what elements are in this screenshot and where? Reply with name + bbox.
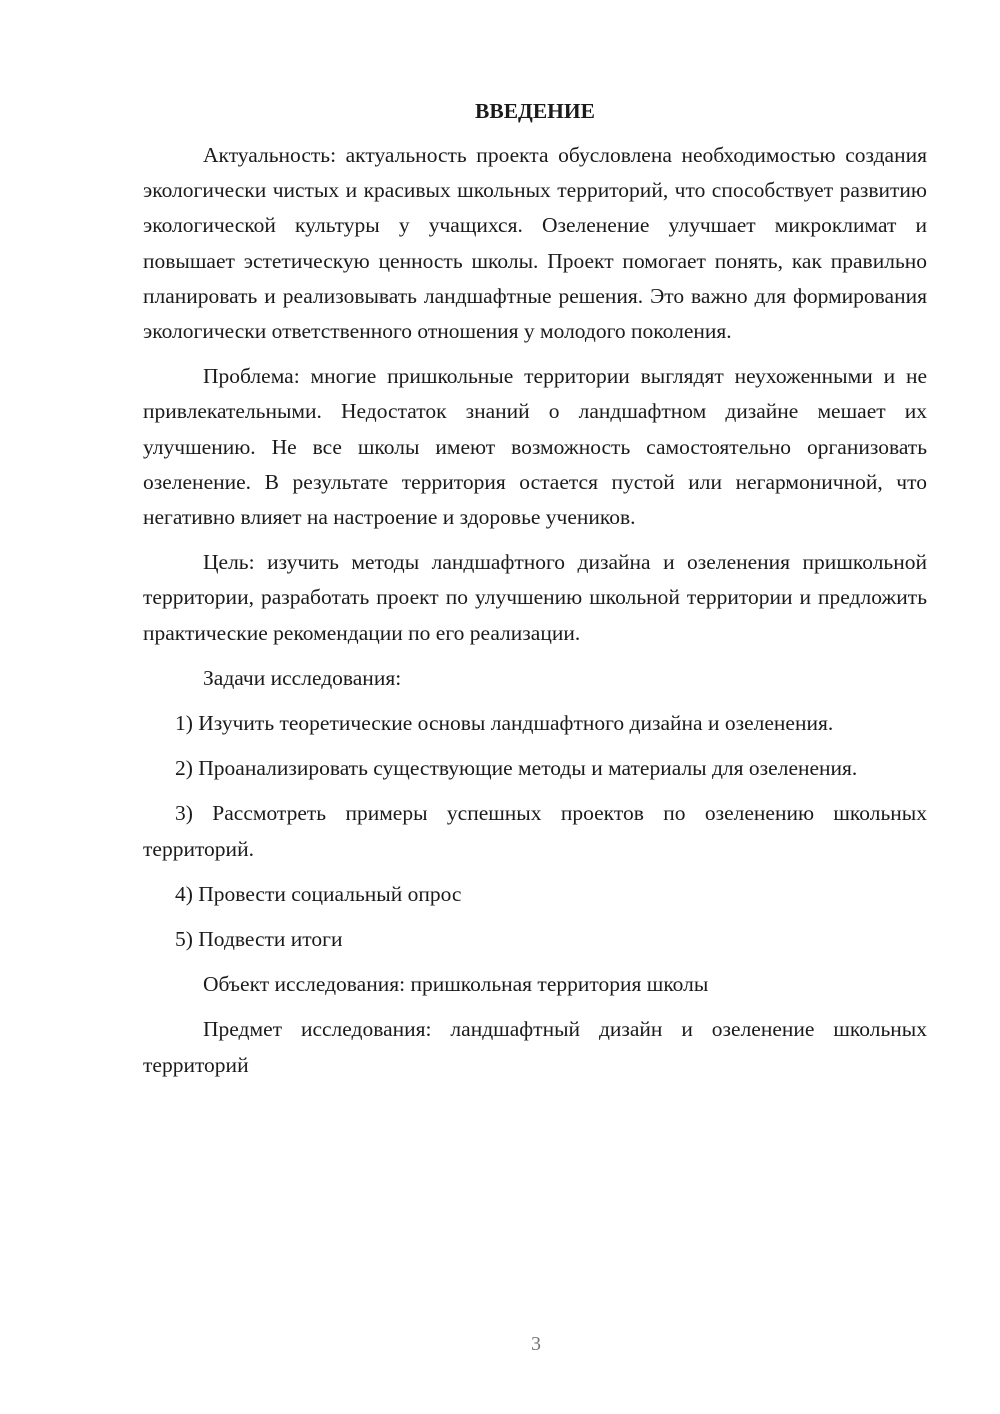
relevance-paragraph: Актуальность: актуальность проекта обусловлена необходимостью создания экологически чистых и красивых школьных территорий, что способствует развитию экологической культуры у учащихся. Озеленение улучшает микроклимат и повышает эстетическую ценность школы. Проект помогает понять, как правильно планировать и реализовывать ландшафтные решения. Это важно для формирования экологически ответственного отношения у молодого поколения. (143, 143, 927, 344)
tasks-heading: Задачи исследования: (203, 665, 402, 690)
page-number: 3 (531, 1333, 541, 1355)
task-item-4: 4) Провести социальный опрос (175, 881, 462, 906)
task-item-3: 3) Рассмотреть примеры успешных проектов по озеленению школьных территорий. (143, 801, 927, 861)
page-content (143, 94, 927, 1093)
page-title: ВВЕДЕНИЕ (475, 99, 595, 123)
goal-paragraph: Цель: изучить методы ландшафтного дизайна и озеленения пришкольной территории, разработать проект по улучшению школьной территории и предложить практические рекомендации по его реализации. (143, 550, 927, 645)
object-paragraph: Объект исследования: пришкольная территория школы (203, 972, 709, 997)
task-item-5: 5) Подвести итоги (175, 927, 343, 952)
task-item-2: 2) Проанализировать существующие методы и материалы для озеленения. (175, 756, 858, 781)
subject-paragraph: Предмет исследования: ландшафтный дизайн и озеленение школьных территорий (143, 1017, 927, 1077)
task-item-1: 1) Изучить теоретические основы ландшафтного дизайна и озеленения. (175, 711, 834, 736)
problem-paragraph: Проблема: многие пришкольные территории выглядят неухоженными и не привлекательными. Недостаток знаний о ландшафтном дизайне мешает их улучшению. Не все школы имеют возможность самостоятельно организовать озеленение. В результате территория остается пустой или негармоничной, что негативно влияет на настроение и здоровье учеников. (143, 364, 927, 530)
